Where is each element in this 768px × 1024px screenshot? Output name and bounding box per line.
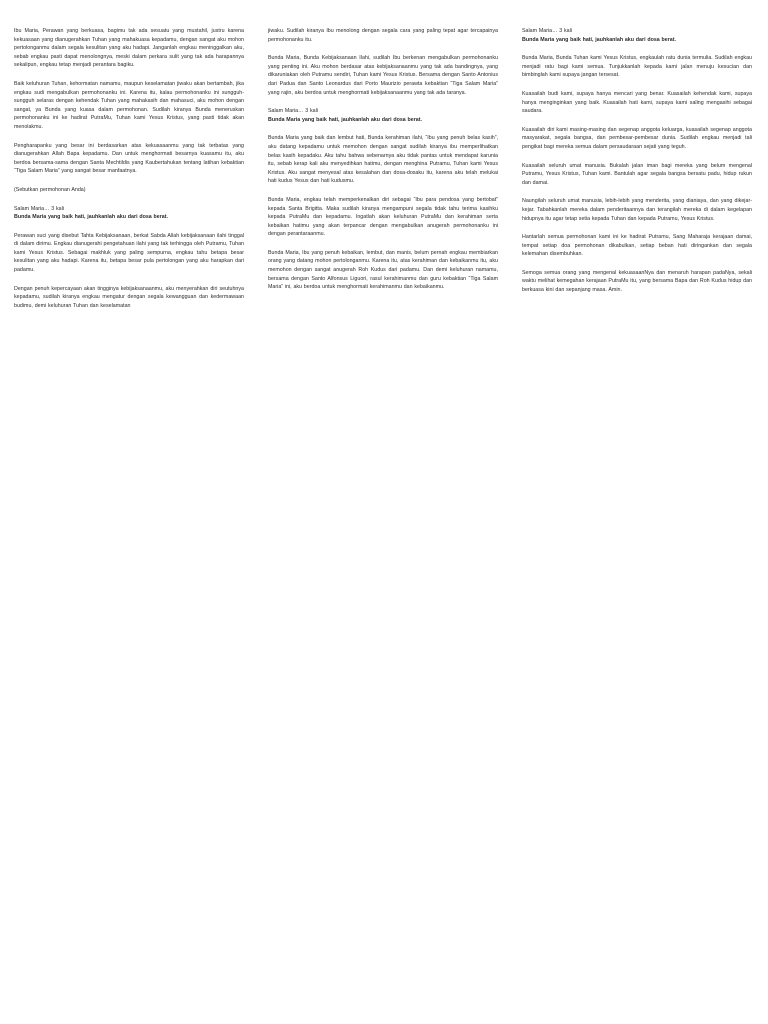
paragraph-text: Dengan penuh kepercayaan akan tingginya kebijaksanaanmu, aku menyerahkan diri seutuhnya kepadamu, sudilah kiranya engkau mengatur dengan segala kewangguan dan kedermawaan budimu, demi keluhuran Tuhan dan keselamatan <box>14 285 244 309</box>
paragraph-text: Bunda Maria yang baik dan lembut hati, Bunda kerahiman ilahi, “Ibu yang penuh belas kasih”, aku datang kepadamu untuk memohon dengan sangat sudilah kiranya ibu memperlihatkan belas kasih kepadaku. Aku tahu bahwa sebenarnya aku tidak pantas untuk mendapat karunia itu, sebab kerap kali aku menyedihkan hatimu, dengan menghina Putramu, Tuhan kami Yesus Kristus. Aku sangat menyesal atas kesalahan dan dosa-dosaku itu, karena aku telah melukai hati kudus Yesus dan hati kudusmu. <box>268 135 498 185</box>
text-column-2 <box>268 27 498 302</box>
paragraph-block <box>14 80 244 132</box>
paragraph-text: Bunda Maria, Bunda Kebijaksanaan Ilahi, sudilah Ibu berkenan mengabulkan permohonanku yang penting ini. Aku mohon berdasar atas kebijaksanaanmu yang tak ada bandingnya, yang dikaruniakan oleh Putramu sendiri, Tuhan kami Yesus Kristus. Bersama dengan Santo Antonius dari Padua dan Santo Leonardus dari Porto Maurizio perawta kebaktian “Tiga Salam Maria” yang rajin, aku berdoa untuk menghormati kebijaksanaanmu yang tak ada taranya. <box>268 55 498 96</box>
paragraph-block <box>14 27 244 70</box>
paragraph-block <box>14 285 244 311</box>
paragraph-block <box>14 186 244 195</box>
paragraph-block <box>268 249 498 292</box>
bold-refrain-text: Bunda Maria yang baik hati, jauhkanlah aku dari dosa berat. <box>14 214 168 221</box>
paragraph-block <box>268 196 498 239</box>
paragraph-text: Bunda Maria, Ibu yang penuh kebaikan, lembut, dan manis, belum pernah engkau membiarkan orang yang datang mohon pertolonganmu. Karena itu, atas kerahiman dan kebaikanmu itu, aku memohon dengan sangat anugerah Roh Kudus dari padamu. Dan demi keluhuran namamu, bersama dengan Santo Alfonsus Liguori, rasul kerahimanmu dan guru kebaktian “Tiga Salam Maria” ini, aku berdoa untuk menghormati kerahimanmu dan kebaikanmu. <box>268 249 498 291</box>
paragraph-block <box>268 107 498 124</box>
paragraph-text: Salam Maria… 3 kali <box>14 205 64 212</box>
paragraph-block <box>14 232 244 275</box>
paragraph-text: Baik keluhuran Tuhan, kehormatan namamu, maupun keselamatan jiwaku akan bertambah, jika engkau sudi mengabulkan permohonanku ini. Karena itu, kalau permohonanku ini sungguh-sungguh selaras dengan kehendak Tuhan yang mahakasih dan mahasuci, aku mohon dengan sangat, ya Bunda yang kuasa dalam permohonan. Sudilah kiranya Bunda meneruskan permohonanku ini ke hadirat PutraMu, Tuhan kami Yesus Kristus, yang pasti tidak akan menolakmu. <box>14 80 244 130</box>
paragraph-block <box>522 233 752 259</box>
paragraph-block <box>522 27 752 44</box>
paragraph-text: Kuasailah budi kami, supaya hanya mencari yang benar. Kuasailah kehendak kami, supaya hanya menginginkan yang baik. Kuasailah hati kami, supaya kami saling mengasihi sebagai saudara. <box>522 90 752 115</box>
paragraph-text: Kuasailah diri kami masing-masing dan segenap anggota keluarga, kuasailah segenap anggota masyarakat, segala bangsa, dan pembesar-pembesar dunia. Sudilah engkau menjadi tali pengikat bagi mereka semua dalam persaudaraan sejati yang teguh. <box>522 126 752 150</box>
paragraph-text: Hantarlah semua permohonan kami ini ke hadirat Putramu, Sang Maharaja kerajaan damai, tempat setiap doa permohonan dikabulkan, setiap beban hati diringankan dan segala kelemahan disembuhkan. <box>522 234 752 258</box>
bold-refrain-text: Bunda Maria yang baik hati, jauhkanlah aku dari dosa berat. <box>522 36 676 43</box>
paragraph-block <box>522 269 752 295</box>
paragraph-block <box>14 205 244 222</box>
text-column-3 <box>522 27 752 305</box>
paragraph-block <box>268 134 498 186</box>
paragraph-text: Pengharapanku yang besar ini berdasarkan atas kekuasaanmu yang tak terbatas yang dianugerahkan Allah Bapa kepadamu. Dan untuk menghormati besarnya kuasamu itu, aku berdoa bersama-sama dengan Santa Mechtildis yang Kaubertahukan tentang latihan kebaktian “Tiga Salam Maria” yang sangat besar manfaatnya. <box>14 142 244 175</box>
paragraph-block <box>14 142 244 176</box>
bold-refrain-text: Bunda Maria yang baik hati, jauhkanlah aku dari dosa berat. <box>268 116 422 123</box>
paragraph-block <box>522 197 752 223</box>
paragraph-block <box>522 54 752 80</box>
paragraph-text: Salam Maria… 3 kali <box>522 28 572 34</box>
paragraph-text: Salam Maria… 3 kali <box>268 108 318 115</box>
paragraph-block <box>522 90 752 116</box>
paragraph-block <box>522 126 752 152</box>
paragraph-text: Ibu Maria, Perawan yang berkuasa, bagimu tak ada sesuatu yang mustahil, justru karena kekuasaan yang dianugerahkan Tuhan yang mahakuasa kepadamu, dengan sangat aku mohon pertolonganmu dalam segala kesulitan yang aku hadapi. Janganlah engkau meninggalkan aku, sebab engkau pasti dapat menolongnya, meski dalam perkara sulit yang tak ada harapannya sekalipun, engkau tetap menjadi perantara bagiku. <box>14 28 244 69</box>
paragraph-text: Naungilah seluruh umat manusia, lebih-lebih yang menderita, yang dianiaya, dan yang dikejar-kejar. Tabahkanlah mereka dalam penderitaannya dan terangilah mereka di dalam kegelapan hidupnya itu agar tetap setia kepada Tuhan dan kepada Putramu, Yesus Kristus. <box>522 198 752 222</box>
paragraph-text: Bunda Maria, Bunda Tuhan kami Yesus Kristus, engkaulah ratu dunia termulia. Sudilah engkau menjadi ratu bagi kami semua. Tunjukkanlah kepada kami jalan menuju kesucian dan bimbinglah kami supaya jangan tersesat. <box>522 55 752 79</box>
paragraph-block <box>522 162 752 188</box>
paragraph-block <box>268 27 498 44</box>
paragraph-text: (Sebutkan permohonan Anda) <box>14 186 86 193</box>
text-column-1 <box>14 27 244 320</box>
paragraph-text: Perawan suci yang disebut Tahta Kebijaksanaan, berkat Sabda Allah kebijaksanaan ilahi tinggal di dalam dirimu. Engkau dianugerahi pengetahuan ilahi yang tak terhingga oleh Putramu, Tuhan kami Yesus Kristus. Sebagai makhluk yang paling sempurna, engkau tahu betapa besar kesulitan yang aku hadapi. Karena itu, betapa besar pula pertolongan yang aku harapkan dari padamu. <box>14 232 244 274</box>
paragraph-text: jiwaku. Sudilah kiranya Ibu menolong dengan segala cara yang paling tepat agar tercapainya permohonanku itu. <box>268 28 498 43</box>
paragraph-text: Kuasailah seluruh umat manusia. Bukalah jalan iman bagi mereka yang belum mengenal Putramu, Yesus Kristus, Tuhan kami. Bantulah agar segala bangsa bersatu padu, hidup rukun dan damai. <box>522 162 752 186</box>
paragraph-text: Bunda Maria, engkau telah memperkenalkan diri sebagai “Ibu para pendosa yang bertobat” kepada Santa Brigitta. Maka sudilah kiranya mengampuni segala tidak tahu terima kasihku kepada PutraMu dan kepadamu. Ingatlah akan keluhuran PutraMu dan kerahiman serta kebaikan hatimu yang akan terpancar dengan mengabulkan anugerah permohonanku ini dengan perantaraanmu. <box>268 196 498 238</box>
paragraph-text: Semoga semua orang yang mengenal kekuasaanNya dan menaruh harapan padaNya, sekali waktu melihat kemegahan kerajaan PutraMu itu, yang bersama Bapa dan Roh Kudus hidup dan berkuasa kini dan sepanjang masa. Amin. <box>522 269 752 294</box>
paragraph-block <box>268 54 498 97</box>
